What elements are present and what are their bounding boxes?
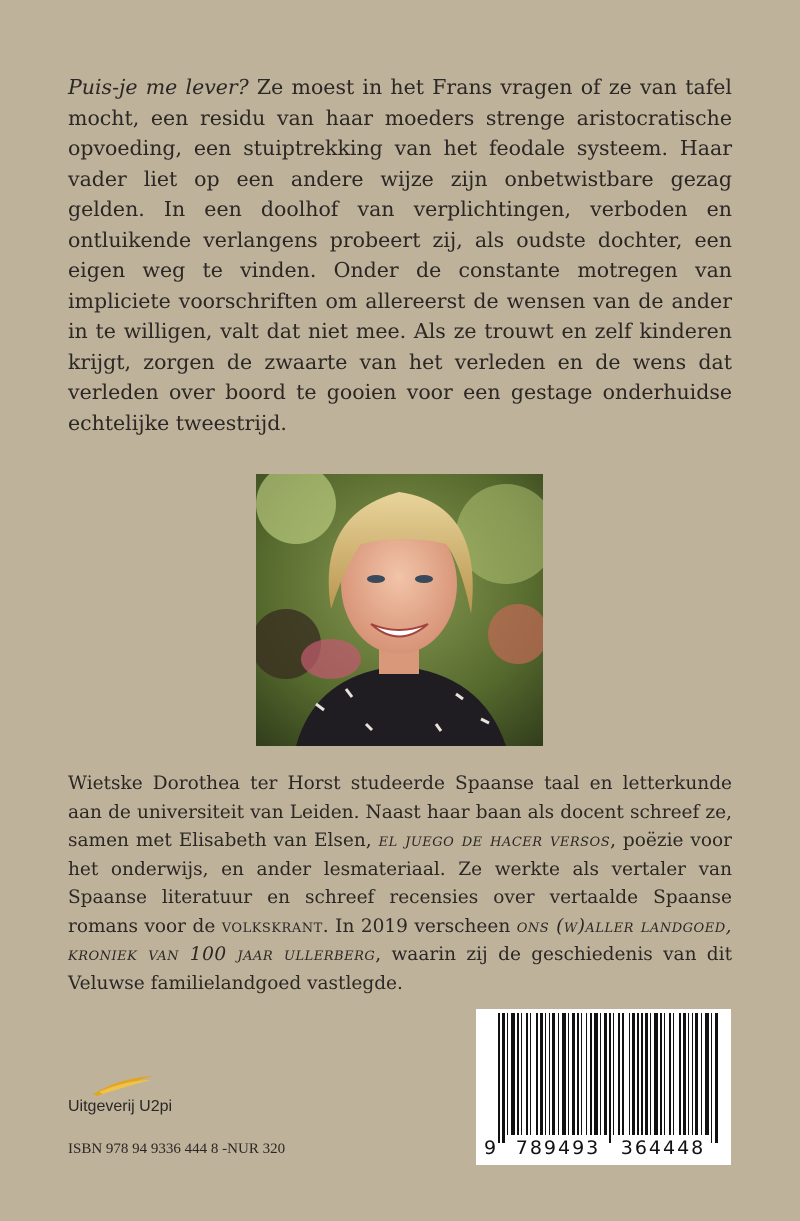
barcode-bar [654,1013,658,1135]
barcode-bar [526,1013,528,1135]
barcode-bar [683,1013,686,1135]
barcode-bar [645,1013,648,1135]
author-bio [68,770,732,998]
barcode-bar [521,1013,522,1135]
barcode-bar [577,1013,579,1135]
author-photo [256,474,543,746]
barcode-bar [609,1013,611,1143]
blurb-italic-lead: Puis-je me lever? [68,75,249,99]
barcode-bar [673,1013,674,1135]
barcode-bar [517,1013,519,1135]
barcode-bar [641,1013,643,1135]
barcode-bar [586,1013,587,1135]
barcode-bar [701,1013,702,1135]
barcode-bar [650,1013,651,1135]
barcode-bar [568,1013,569,1135]
barcode-bar [507,1013,508,1135]
barcode-bar [511,1013,515,1135]
bio-part-3: . In 2019 verscheen [322,915,517,937]
barcode-bar [600,1013,601,1135]
bio-title-1: el juego de hacer versos [378,830,611,851]
barcode-bar [530,1013,531,1135]
barcode-digit-first: 9 [484,1137,497,1159]
barcode-bar [590,1013,592,1135]
barcode-bar [618,1013,620,1135]
barcode-bar [498,1013,500,1143]
barcode-bar [715,1013,718,1143]
barcode-bar [558,1013,559,1135]
isbn-line: ISBN 978 94 9336 444 8 -NUR 320 [68,1141,286,1157]
barcode-bar [688,1013,689,1135]
barcode [476,1009,731,1165]
barcode-bar [622,1013,624,1135]
barcode-bar [660,1013,662,1135]
barcode-bar [502,1013,505,1143]
barcode-bar [613,1013,614,1135]
bio-part-2: , poëzie voor het onderwijs, en ander lesmateriaal. Ze werkte als vertaler van Spaanse literatuur en schreef recensies over vertaalde Spaanse romans voor de [68,830,732,937]
barcode-bar [581,1013,582,1135]
bio-part-4: , waarin zij de geschiedenis van dit Veluwse familielandgoed vastlegde. [68,944,733,994]
barcode-bar [629,1013,630,1135]
barcode-group-left: 789493 [515,1137,601,1159]
barcode-bar [594,1013,598,1135]
barcode-bar [695,1013,698,1135]
bio-part-1: Wietske Dorothea ter Horst studeerde Spaanse taal en letterkunde aan de universiteit van Leiden. Naast haar baan als docent schreef ze, samen met Elisabeth van Elsen, [68,773,732,851]
bio-newspaper: volkskrant [221,915,323,937]
barcode-digits [484,1137,724,1159]
publisher-name: Uitgeverij U2pi [68,1098,173,1115]
barcode-bar [711,1013,712,1143]
barcode-bar [545,1013,546,1135]
barcode-bar [562,1013,566,1135]
back-cover-blurb [68,72,732,438]
barcode-bar [679,1013,681,1135]
bio-title-2: ons (w)aller landgoed, kroniek van 100 jaar ullerberg [68,915,732,965]
barcode-bar [540,1013,543,1135]
barcode-bar [669,1013,671,1135]
barcode-bar [692,1013,693,1135]
barcode-bar [549,1013,550,1135]
barcode-bar [637,1013,639,1135]
barcode-bar [632,1013,635,1135]
barcode-bar [572,1013,575,1135]
barcode-bar [664,1013,665,1135]
barcode-bar [604,1013,607,1135]
barcode-bar [552,1013,555,1135]
barcode-bar [536,1013,538,1135]
barcode-bar [705,1013,709,1135]
barcode-group-right: 364448 [620,1137,706,1159]
blurb-text: Ze moest in het Frans vragen of ze van tafel mocht, een residu van haar moeders strenge aristocratische opvoeding, een stuiptrekking van het feodale systeem. Haar vader liet op een andere wijze zijn onbetwistbare gezag gelden. In een doolhof van verplichtingen, verboden en ontluikende verlangens probeert zij, als oudste dochter, een eigen weg te vinden. Onder de constante motregen van impliciete voorschriften om allereerst de wensen van de ander in te willigen, valt dat niet mee. Als ze trouwt en zelf kinderen krijgt, zorgen de zwaarte van het verleden en de wens dat verleden over boord te gooien voor een gestage onderhuidse echtelijke tweestrijd. [68,75,732,435]
